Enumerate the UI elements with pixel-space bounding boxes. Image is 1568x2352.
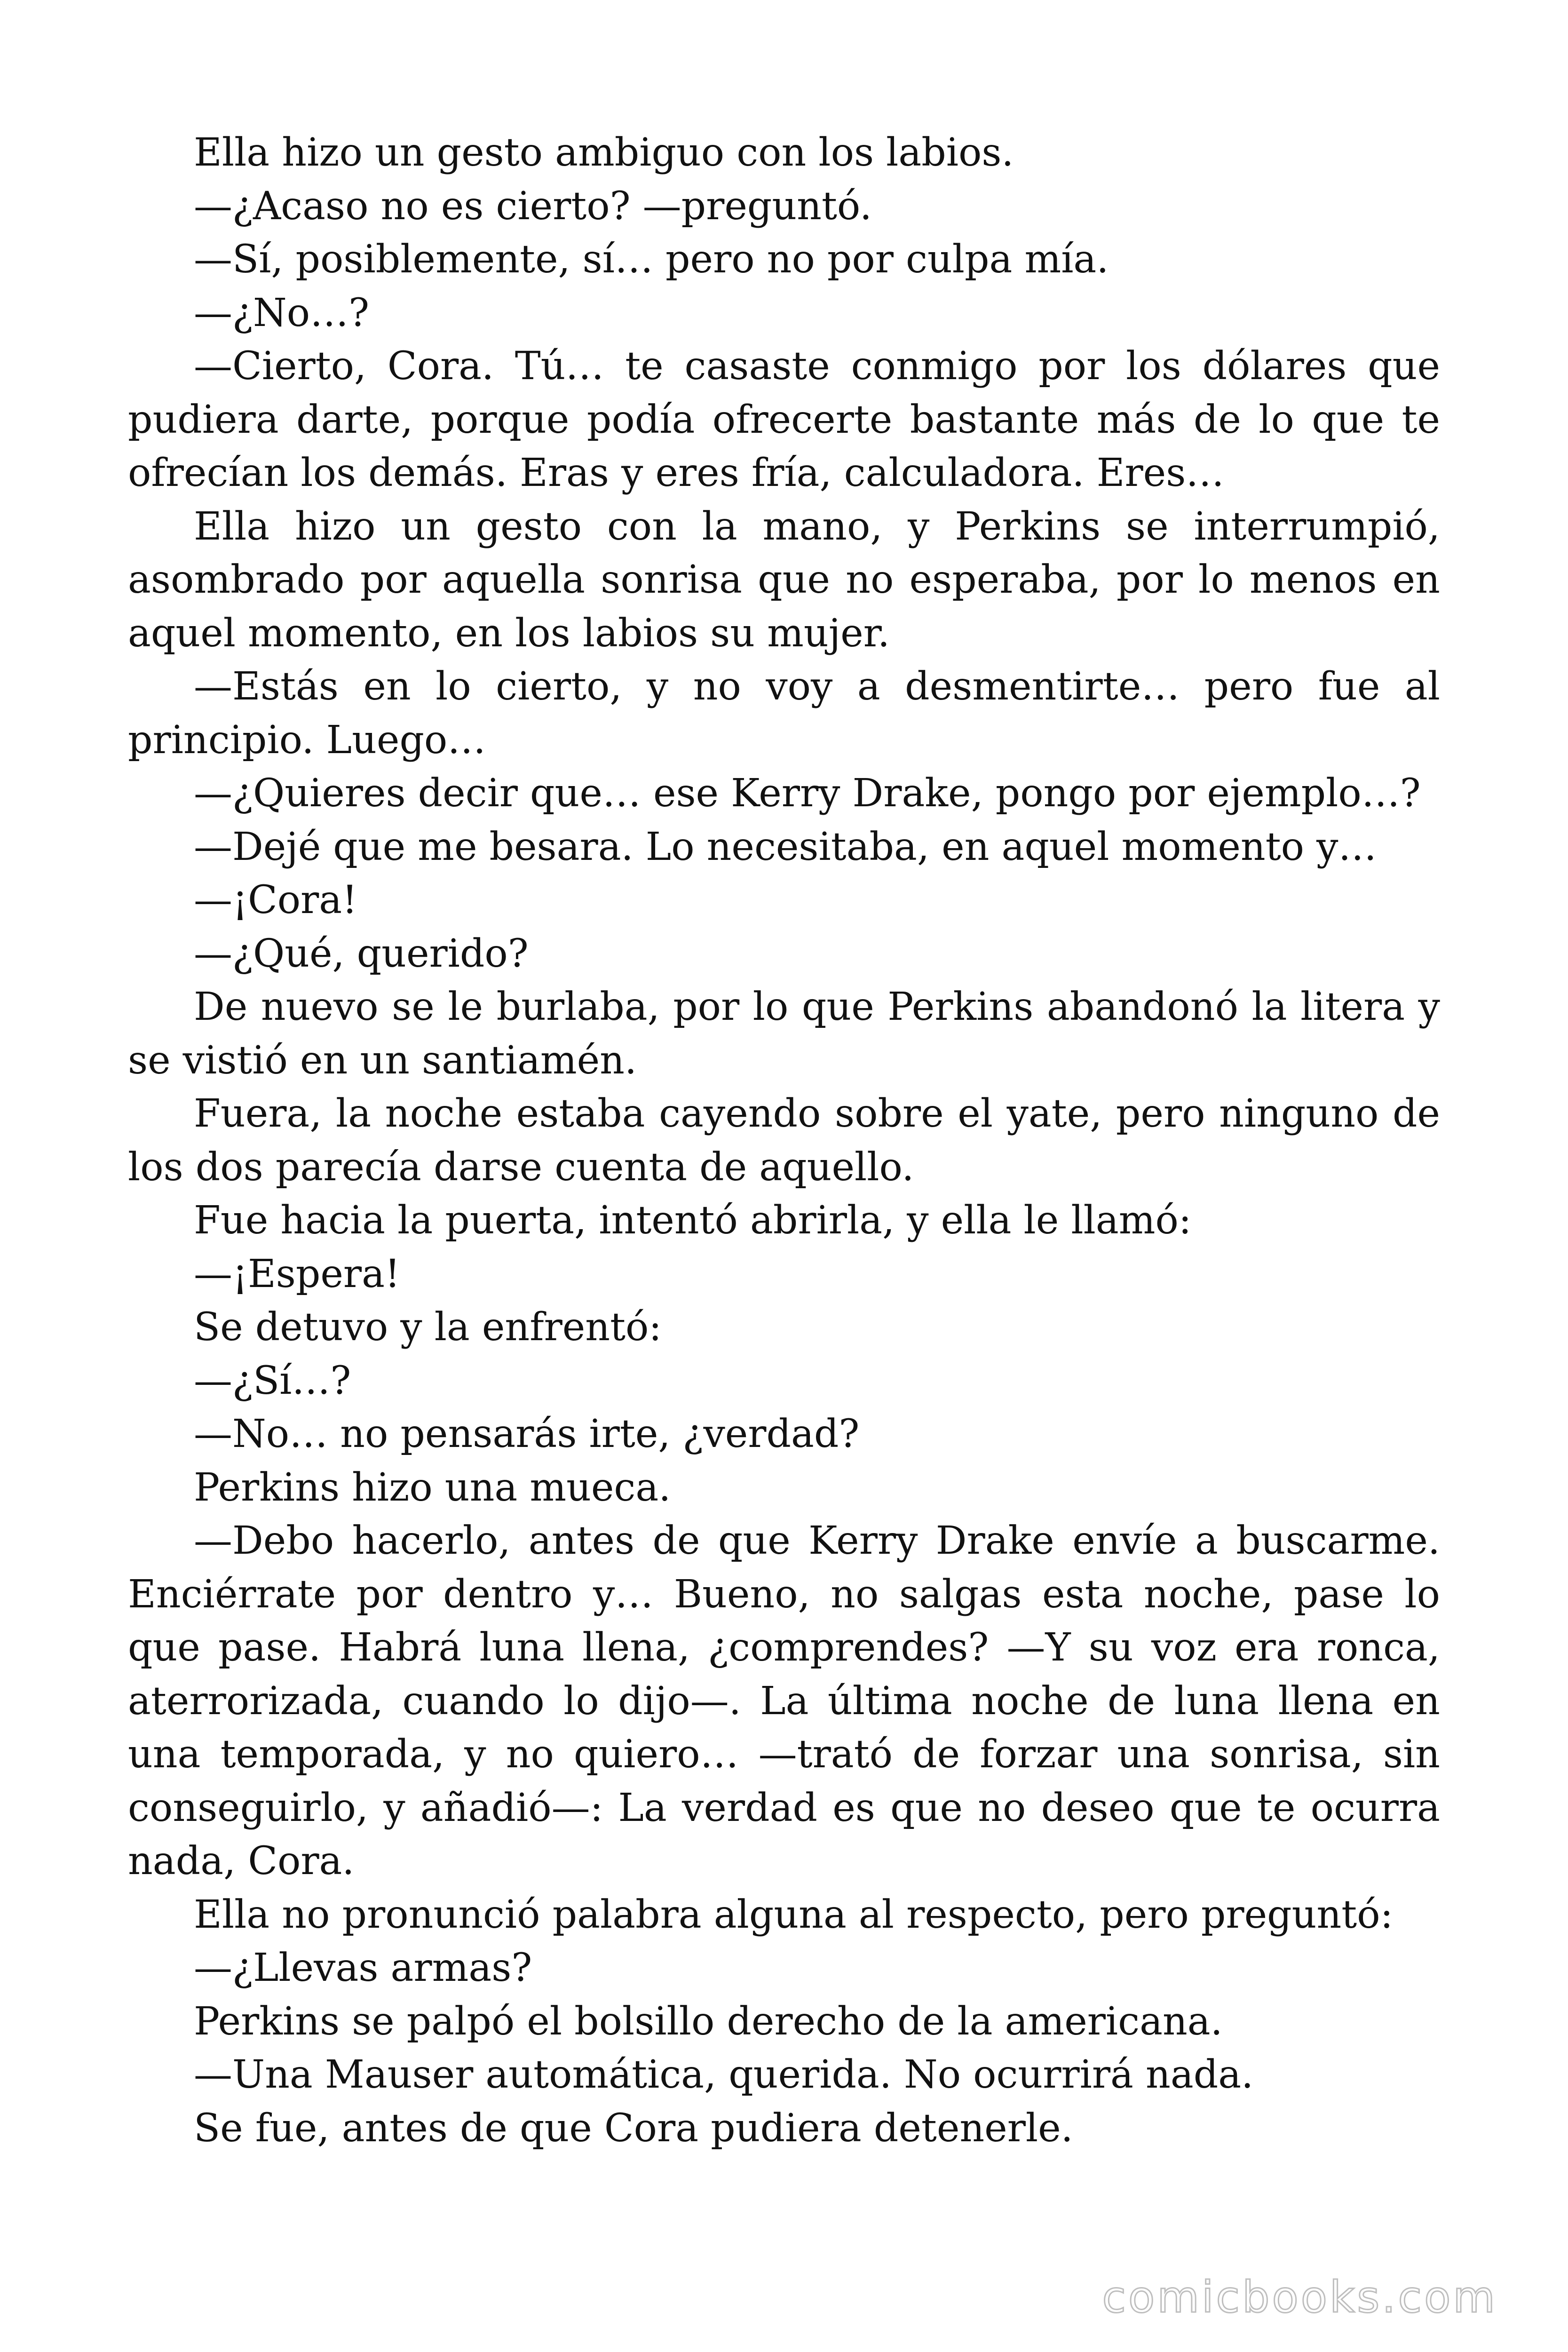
paragraph: De nuevo se le burlaba, por lo que Perkins abandonó la litera y se vistió en un santiamén. xyxy=(128,985,1440,1083)
paragraph: Perkins se palpó el bolsillo derecho de la americana. xyxy=(194,1999,1223,2044)
paragraph: —¿Quieres decir que… ese Kerry Drake, pongo por ejemplo…? xyxy=(194,771,1421,816)
paragraph: —No… no pensarás irte, ¿verdad? xyxy=(194,1412,860,1456)
paragraph: Fue hacia la puerta, intentó abrirla, y ella le llamó: xyxy=(194,1198,1192,1243)
paragraph: —¡Cora! xyxy=(194,878,358,922)
paragraph: —Estás en lo cierto, y no voy a desmentirte… pero fue al principio. Luego… xyxy=(128,664,1440,763)
paragraph: —¡Espera! xyxy=(194,1251,400,1296)
paragraph: Fuera, la noche estaba cayendo sobre el yate, pero ninguno de los dos parecía darse cuenta de aquello. xyxy=(128,1091,1440,1190)
paragraph: Ella hizo un gesto ambiguo con los labios. xyxy=(194,130,1014,175)
paragraph: —¿Sí…? xyxy=(194,1358,351,1403)
paragraph: —¿Acaso no es cierto? —preguntó. xyxy=(194,183,872,229)
paragraph: —Cierto, Cora. Tú… te casaste conmigo por los dólares que pudiera darte, porque podía ofrecerte bastante más de lo que te ofrecían los demás. Eras y eres fría, calculadora. Eres… xyxy=(128,344,1440,495)
page-text-body xyxy=(128,126,1440,2155)
paragraph: —Debo hacerlo, antes de que Kerry Drake envíe a buscarme. Enciérrate por dentro y… Bueno, no salgas esta noche, pase lo que pase. Habrá luna llena, ¿comprendes? —Y su voz era ronca, aterrorizada, cuando lo dijo—. La última noche de luna llena en una temporada, y no quiero… —trató de forzar una sonrisa, sin conseguirlo, y añadió—: La verdad es que no deseo que te ocurra nada, Cora. xyxy=(128,1518,1440,1883)
paragraph: Se fue, antes de que Cora pudiera detenerle. xyxy=(194,2106,1073,2151)
paragraph: —¿No…? xyxy=(194,290,370,335)
watermark: comicbooks.com xyxy=(1102,2272,1497,2322)
paragraph: Ella hizo un gesto con la mano, y Perkins se interrumpió, asombrado por aquella sonrisa que no esperaba, por lo menos en aquel momento, en los labios su mujer. xyxy=(128,504,1440,656)
paragraph: —Una Mauser automática, querida. No ocurrirá nada. xyxy=(194,2052,1254,2097)
paragraph: Perkins hizo una mueca. xyxy=(194,1465,671,1510)
paragraph: —¿Llevas armas? xyxy=(194,1946,532,1990)
paragraph: —Sí, posiblemente, sí… pero no por culpa mía. xyxy=(194,237,1109,282)
paragraph: —Dejé que me besara. Lo necesitaba, en aquel momento y… xyxy=(194,824,1377,869)
paragraph: —¿Qué, querido? xyxy=(194,931,529,976)
paragraph: Se detuvo y la enfrentó: xyxy=(194,1305,662,1350)
paragraph: Ella no pronunció palabra alguna al respecto, pero preguntó: xyxy=(194,1892,1394,1937)
